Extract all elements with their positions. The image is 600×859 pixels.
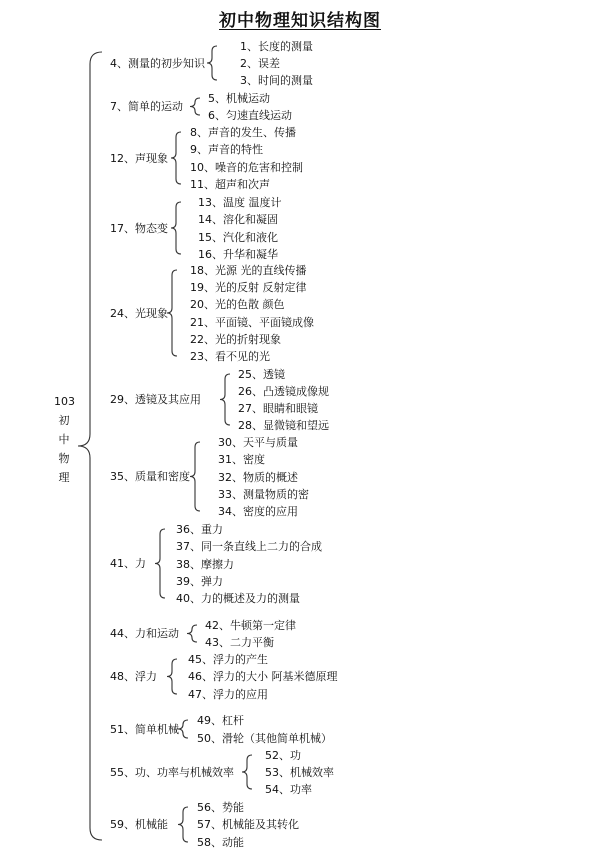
leaf-item: 22、光的折射现象 xyxy=(190,332,281,346)
group-label: 59、机械能 xyxy=(110,818,168,831)
group-brace xyxy=(171,132,181,184)
group-brace xyxy=(155,529,165,598)
leaf-item: 34、密度的应用 xyxy=(218,504,298,518)
leaf-item: 36、重力 xyxy=(176,522,223,536)
leaf-item: 33、测量物质的密 xyxy=(218,487,309,501)
root-number: 103 xyxy=(54,395,75,408)
leaf-item: 18、光源 光的直线传播 xyxy=(190,263,307,277)
page-title: 初中物理知识结构图 xyxy=(219,11,381,31)
group-brace xyxy=(207,46,217,80)
leaf-item: 50、滑轮（其他简单机械） xyxy=(197,731,332,745)
leaf-item: 15、汽化和液化 xyxy=(198,230,278,244)
leaf-item: 30、天平与质量 xyxy=(218,435,298,449)
group-label: 44、力和运动 xyxy=(110,627,179,640)
leaf-item: 16、升华和凝华 xyxy=(198,247,278,261)
group-label: 51、简单机械 xyxy=(110,722,179,736)
leaf-item: 13、温度 温度计 xyxy=(198,195,282,209)
leaf-item: 58、动能 xyxy=(197,835,244,849)
root-char: 理 xyxy=(58,471,70,484)
leaf-item: 11、超声和次声 xyxy=(190,177,270,191)
leaf-item: 8、声音的发生、传播 xyxy=(190,125,296,139)
leaf-item: 10、噪音的危害和控制 xyxy=(190,160,303,174)
root-char: 初 xyxy=(58,414,70,427)
leaf-item: 19、光的反射 反射定律 xyxy=(190,280,307,294)
leaf-item: 1、长度的测量 xyxy=(240,39,313,53)
leaf-item: 52、功 xyxy=(265,748,301,762)
group-label: 29、透镜及其应用 xyxy=(110,393,201,406)
leaf-item: 14、溶化和凝固 xyxy=(198,212,278,226)
group-brace xyxy=(190,98,200,115)
leaf-item: 40、力的概述及力的测量 xyxy=(176,591,300,605)
group-brace xyxy=(171,202,181,254)
leaf-item: 54、功率 xyxy=(265,782,312,796)
leaf-item: 5、机械运动 xyxy=(208,91,270,105)
group-brace xyxy=(187,625,197,642)
leaf-item: 9、声音的特性 xyxy=(190,142,263,156)
leaf-item: 42、牛顿第一定律 xyxy=(205,618,296,632)
leaf-item: 32、物质的概述 xyxy=(218,470,298,484)
leaf-item: 23、看不见的光 xyxy=(190,349,270,363)
leaf-item: 21、平面镜、平面镜成像 xyxy=(190,315,314,329)
group-label: 41、力 xyxy=(110,557,146,570)
leaf-item: 39、弹力 xyxy=(176,574,223,588)
leaf-item: 27、眼睛和眼镜 xyxy=(238,401,318,415)
leaf-item: 47、浮力的应用 xyxy=(188,687,268,701)
root-char: 中 xyxy=(58,433,70,446)
group-label: 48、浮力 xyxy=(110,670,157,683)
group-brace xyxy=(178,720,188,738)
group-label: 35、质量和密度 xyxy=(110,470,190,483)
leaf-item: 6、匀速直线运动 xyxy=(208,108,292,122)
leaf-item: 20、光的色散 颜色 xyxy=(190,297,285,311)
leaf-item: 37、同一条直线上二力的合成 xyxy=(176,539,322,553)
leaf-item: 45、浮力的产生 xyxy=(188,652,268,666)
group-label: 4、测量的初步知识 xyxy=(110,56,205,70)
root-brace xyxy=(78,52,102,840)
group-brace xyxy=(242,755,252,789)
leaf-item: 56、势能 xyxy=(197,800,244,814)
group-label: 7、简单的运动 xyxy=(110,100,183,113)
leaf-item: 26、凸透镜成像规 xyxy=(238,384,329,398)
leaf-item: 43、二力平衡 xyxy=(205,635,274,649)
group-brace xyxy=(167,659,177,694)
group-brace xyxy=(167,270,177,356)
group-brace xyxy=(190,442,200,511)
group-label: 12、声现象 xyxy=(110,151,168,165)
leaf-item: 49、杠杆 xyxy=(197,713,244,727)
group-brace xyxy=(178,807,188,842)
group-label: 55、功、功率与机械效率 xyxy=(110,765,234,779)
leaf-item: 57、机械能及其转化 xyxy=(197,817,299,831)
leaf-item: 53、机械效率 xyxy=(265,765,334,779)
leaf-item: 31、密度 xyxy=(218,452,265,466)
leaf-item: 2、误差 xyxy=(240,56,280,70)
leaf-item: 25、透镜 xyxy=(238,367,285,381)
leaf-item: 46、浮力的大小 阿基米德原理 xyxy=(188,669,338,683)
group-brace xyxy=(220,374,230,425)
leaf-item: 38、摩擦力 xyxy=(176,557,234,571)
root-char: 物 xyxy=(58,452,70,465)
group-label: 24、光现象 xyxy=(110,306,168,320)
leaf-item: 3、时间的测量 xyxy=(240,73,313,87)
leaf-item: 28、显微镜和望远 xyxy=(238,418,329,432)
root-node xyxy=(54,392,74,487)
group-label: 17、物态变 xyxy=(110,221,168,235)
